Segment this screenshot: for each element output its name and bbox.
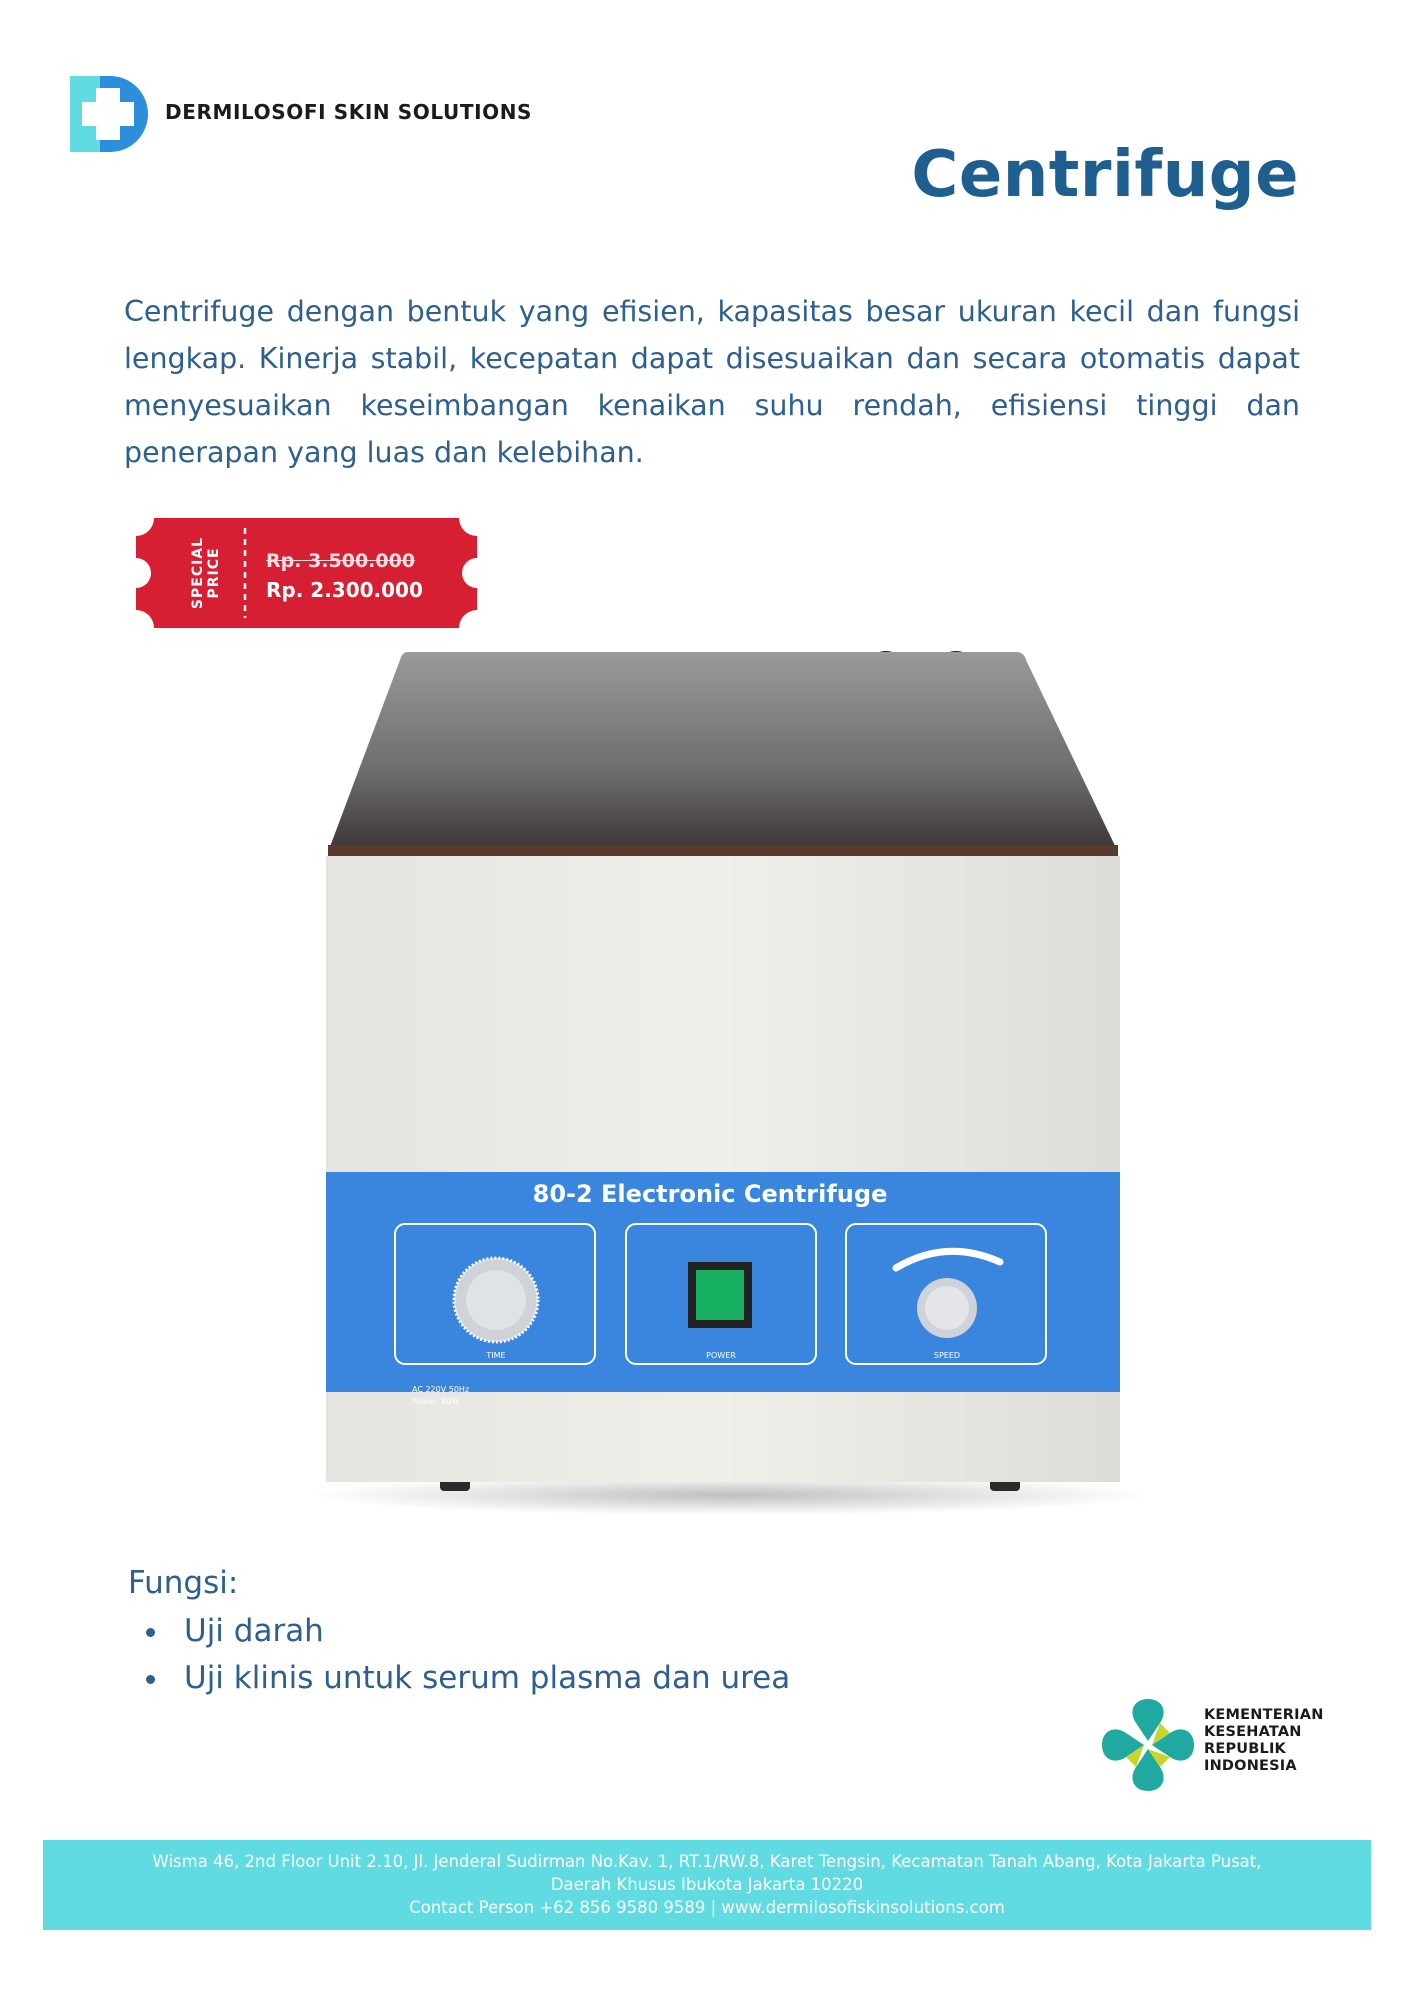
power-label: POWER: [706, 1351, 736, 1360]
speed-label: SPEED: [933, 1351, 961, 1360]
product-description: Centrifuge dengan bentuk yang efisien, kapasitas besar ukuran kecil dan fungsi lengkap. Kinerja stabil, kecepatan dapat disesuaikan dan secara otomatis dapat menyesuaikan keseimbangan kenaikan suhu rendah, efisiensi tinggi dan penerapan yang luas dan kelebihan.: [124, 295, 1300, 469]
list-item: [140, 1608, 790, 1655]
panel-title: 80-2 Electronic Centrifuge: [532, 1180, 888, 1208]
special-label: SPECIAL: [190, 536, 206, 610]
functions-title: Fungsi:: [128, 1565, 239, 1601]
footer: [43, 1840, 1371, 1930]
page-title: Centrifuge: [911, 138, 1299, 212]
functions-list: [140, 1608, 790, 1702]
special-price-label: [166, 533, 246, 613]
kemkes-emblem-icon: [1098, 1695, 1198, 1795]
ministry-name: KEMENTERIAN KESEHATAN REPUBLIK INDONESIA: [1204, 1707, 1324, 1774]
bullet-icon: [146, 1628, 155, 1637]
bullet-icon: [146, 1675, 155, 1684]
brand-name: DERMILOSOFI SKIN SOLUTIONS: [165, 100, 533, 124]
brand-logo: [70, 76, 148, 152]
spec-voltage: AC 220V 50Hz: [412, 1385, 470, 1394]
old-price: Rp. 3.500.000: [266, 550, 416, 572]
centrifuge-illustration: [300, 640, 1160, 1520]
function-item-text: Uji darah: [184, 1613, 324, 1649]
time-label: TIME: [486, 1351, 506, 1360]
ministry-of-health-logo: [1098, 1695, 1328, 1795]
special-price-ticket: [136, 518, 477, 628]
footer-address-line1: Wisma 46, 2nd Floor Unit 2.10, Jl. Jenderal Sudirman No.Kav. 1, RT.1/RW.8, Karet Tengsin, Kecamatan Tanah Abang, Kota Jakarta Pusat,: [152, 1852, 1262, 1871]
list-item: [140, 1655, 790, 1702]
medical-cross-logo-icon: [70, 76, 148, 152]
price-label: PRICE: [206, 547, 222, 599]
footer-address-line2: Daerah Khusus Ibukota Jakarta 10220: [550, 1875, 864, 1894]
footer-contact: Contact Person +62 856 9580 9589 | www.dermilosofiskinsolutions.com: [409, 1898, 1005, 1917]
product-image: [300, 640, 1160, 1520]
new-price: Rp. 2.300.000: [266, 578, 423, 602]
spec-power: Power: 80W: [412, 1397, 460, 1406]
function-item-text: Uji klinis untuk serum plasma dan urea: [184, 1660, 791, 1696]
